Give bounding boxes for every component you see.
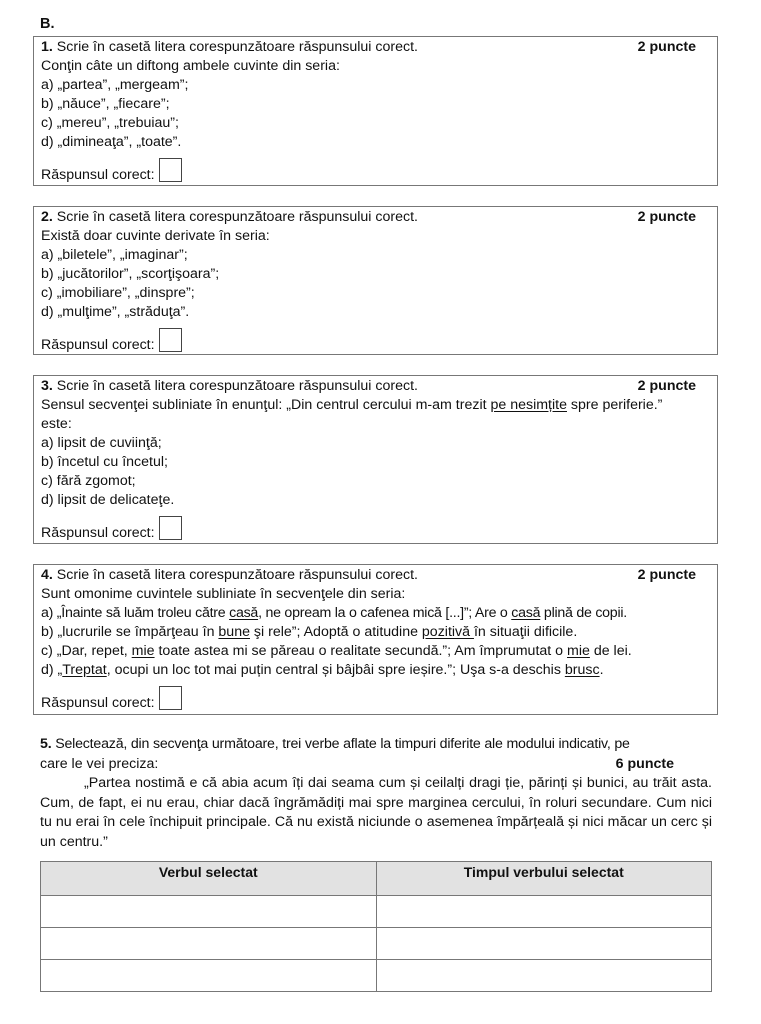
- option-a: [41, 604, 711, 623]
- verb-cell[interactable]: [41, 928, 377, 960]
- option-d: d) „dimineaţa”, „toate”.: [41, 134, 182, 150]
- option-text: b) „lucrurile se împărţeau în: [41, 624, 219, 640]
- option-text: de lei.: [589, 643, 632, 659]
- option-a: a) lipsit de cuviinţă;: [41, 435, 162, 451]
- tense-cell[interactable]: [376, 928, 712, 960]
- points-label: 6 puncte: [615, 755, 674, 772]
- option-d: d) „mulţime”, „străduţa”.: [41, 304, 190, 320]
- underlined-word: brusc: [564, 662, 600, 678]
- column-header-verb: Verbul selectat: [41, 862, 377, 896]
- question-3-box: [33, 375, 718, 544]
- question-prompt: [40, 735, 712, 755]
- option-text: , ocupi un loc tot mai puțin central și bâjbâi spre ieșire.”; Uşa s-a deschis: [106, 662, 565, 678]
- verbs-answer-table: [40, 861, 712, 992]
- column-header-tense: Timpul verbului selectat: [376, 862, 712, 896]
- question-4-box: [33, 564, 718, 715]
- section-label: B.: [40, 16, 55, 32]
- prompt-text: Sensul secvenţei subliniate în enunţul: „Din centrul cercului m-am trezit: [41, 397, 491, 413]
- table-row: [41, 896, 712, 928]
- option-c: c) „imobiliare”, „dinspre”;: [41, 285, 195, 301]
- question-number: 5.: [40, 736, 52, 752]
- underlined-word: Treptat: [62, 662, 107, 678]
- option-text: c) „Dar, repet,: [41, 643, 132, 659]
- points-label: 2 puncte: [637, 567, 696, 583]
- question-instruction: Scrie în casetă litera corespunzătoare răspunsului corect.: [56, 39, 418, 55]
- question-number: 4.: [41, 567, 53, 583]
- question-1-box: [33, 36, 718, 186]
- option-c: [41, 642, 711, 661]
- verb-cell[interactable]: [41, 960, 377, 992]
- question-number: 3.: [41, 378, 53, 394]
- table-row: [41, 960, 712, 992]
- option-text: şi rele”; Adoptă o atitudine: [249, 624, 422, 640]
- underlined-word: casă: [229, 605, 259, 621]
- question-prompt-continuation: care le vei preciza:: [40, 755, 159, 772]
- question-prompt: Conţin câte un diftong ambele cuvinte din seria:: [41, 58, 340, 74]
- answer-input-box[interactable]: [159, 328, 182, 352]
- underlined-word: pozitivă: [421, 624, 474, 640]
- question-instruction: Scrie în casetă litera corespunzătoare răspunsului corect.: [56, 378, 418, 394]
- option-b: b) „năuce”, „fiecare”;: [41, 96, 170, 112]
- answer-label: Răspunsul corect:: [41, 695, 155, 711]
- tense-cell[interactable]: [376, 960, 712, 992]
- answer-label: Răspunsul corect:: [41, 167, 155, 183]
- tense-cell[interactable]: [376, 896, 712, 928]
- points-label: 2 puncte: [637, 378, 696, 394]
- question-number: 1.: [41, 39, 53, 55]
- option-text: în situaţii dificile.: [473, 624, 578, 640]
- option-text: a) „Înainte să luăm troleu către: [41, 605, 230, 621]
- question-prompt: Sunt omonime cuvintele subliniate în secvenţele din seria:: [41, 586, 406, 602]
- answer-input-box[interactable]: [159, 516, 182, 540]
- prompt-text: Selectează, din secvenţa următoare, trei verbe aflate la timpuri diferite ale modului indicativ, pe: [55, 736, 630, 752]
- question-prompt: Există doar cuvinte derivate în seria:: [41, 228, 270, 244]
- option-text: , ne opream la o cafenea mică [...]”; Are o: [258, 605, 512, 621]
- question-instruction: Scrie în casetă litera corespunzătoare răspunsului corect.: [56, 567, 418, 583]
- answer-label: Răspunsul corect:: [41, 337, 155, 353]
- answer-label: Răspunsul corect:: [41, 525, 155, 541]
- quoted-passage: „Partea nostimă e că abia acum îți dai seama cum și ceilalți dragi ție, părinți și bunici, au trăit asta. Cum, de fapt, ei nu erau, chiar dacă îngrămădiți mai spre marginea cercului, în roluri secundare. Cum nici tu nu erai în cele închipuit principale. Că nu există niciunde o asemenea împărțeală și nici măcar un cerc și un centru.”: [40, 775, 712, 850]
- option-text: toate astea mi se păreau o realitate secundă.”; Am împrumutat o: [154, 643, 567, 659]
- option-text: .: [599, 662, 604, 678]
- question-prompt-continuation: este:: [41, 416, 72, 432]
- verb-cell[interactable]: [41, 896, 377, 928]
- underlined-word: mie: [131, 643, 155, 659]
- option-a: a) „partea”, „mergeam”;: [41, 77, 189, 93]
- table-header-row: [41, 862, 712, 896]
- prompt-text: spre periferie.”: [566, 397, 663, 413]
- answer-input-box[interactable]: [159, 158, 182, 182]
- question-instruction: Scrie în casetă litera corespunzătoare răspunsului corect.: [56, 209, 418, 225]
- question-2-box: [33, 206, 718, 355]
- option-d: [41, 661, 711, 680]
- option-b: [41, 623, 711, 642]
- points-label: 2 puncte: [637, 209, 696, 225]
- question-prompt: [41, 396, 711, 415]
- question-5: [40, 735, 712, 852]
- underlined-word: casă: [511, 605, 541, 621]
- option-d: d) lipsit de delicateţe.: [41, 492, 175, 508]
- option-c: c) „mereu”, „trebuiau”;: [41, 115, 179, 131]
- question-number: 2.: [41, 209, 53, 225]
- answer-input-box[interactable]: [159, 686, 182, 710]
- underlined-word: mie: [567, 643, 590, 659]
- points-label: 2 puncte: [637, 39, 696, 55]
- option-text: plină de copii.: [540, 605, 627, 621]
- option-b: b) încetul cu încetul;: [41, 454, 168, 470]
- option-text: d) „: [41, 662, 63, 678]
- table-row: [41, 928, 712, 960]
- underlined-phrase: pe nesimțite: [490, 397, 567, 413]
- underlined-word: bune: [218, 624, 250, 640]
- option-a: a) „biletele”, „imaginar”;: [41, 247, 188, 263]
- option-b: b) „jucătorilor”, „scorţişoara”;: [41, 266, 220, 282]
- option-c: c) fără zgomot;: [41, 473, 136, 489]
